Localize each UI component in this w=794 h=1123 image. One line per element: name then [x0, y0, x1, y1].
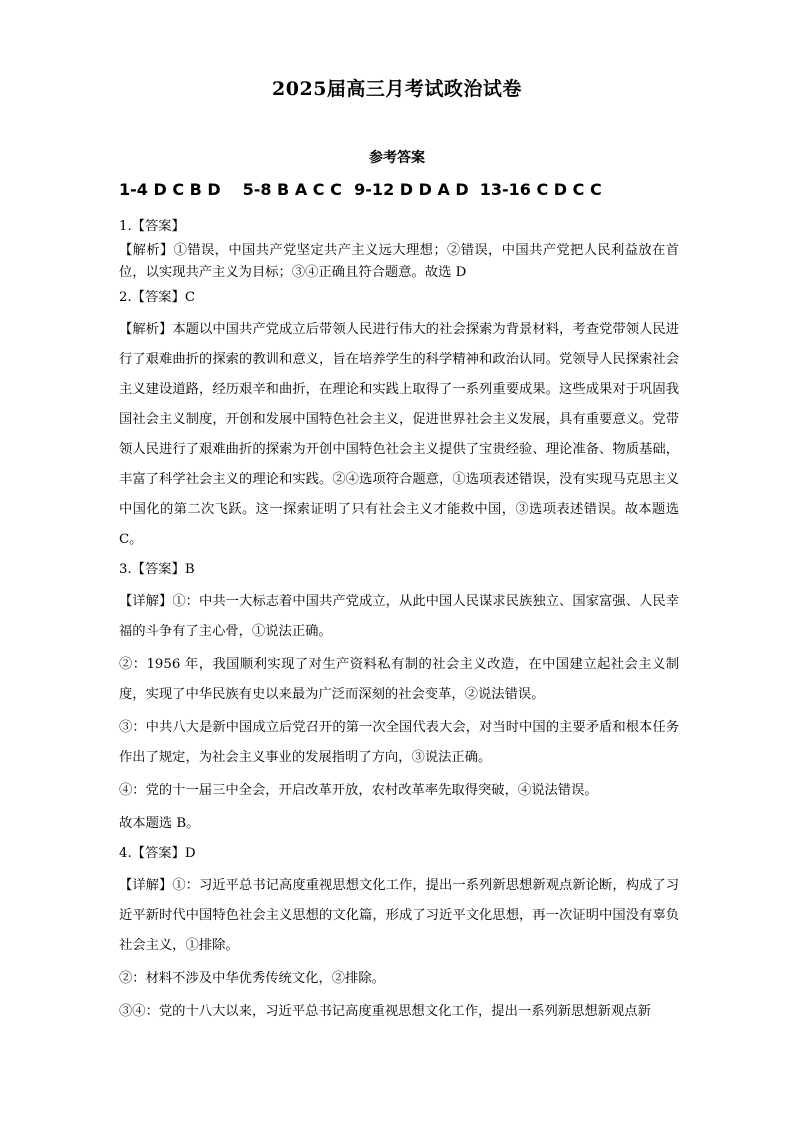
q1-answer: 1.【答案】: [119, 219, 185, 234]
answer-key-group-4: 13-16 C D C C: [479, 180, 602, 199]
q3-detail-3: ③：中共八大是新中国成立后党召开的第一次全国代表大会，对当时中国的主要矛盾和根本任务作出了规定，为社会主义事业的发展指明了方向，③说法正确。: [119, 720, 679, 765]
q3-detail-1: 【详解】①：中共一大标志着中国共产党成立，从此中国人民谋求民族独立、国家富强、人民幸福的斗争有了主心骨，①说法正确。: [119, 594, 679, 639]
answer-key-group-3: 9-12 D D A D: [354, 180, 469, 199]
q2-analysis: 【解析】本题以中国共产党成立后带领人民进行伟大的社会探索为背景材料，考查党带领人民进行了艰难曲折的探索的教训和意义，旨在培养学生的科学精神和政治认同。党领导人民探索社会主义建设道路，经历艰辛和曲折，在理论和实践上取得了一系列重要成果。这些成果对于巩固我国社会主义制度，开创和发展中国特色社会主义，促进世界社会主义发展，具有重要意义。党带领人民进行了艰难曲折的探索为开创中国特色社会主义提供了宝贵经验、理论准备、物质基础，丰富了科学社会主义的理论和实践。②④选项符合题意，①选项表述错误，没有实现马克思主义中国化的第二次飞跃。这一探索证明了只有社会主义才能救中国，③选项表述错误。故本题选 C。: [119, 322, 679, 547]
q4-detail-1: 【详解】①：习近平总书记高度重视思想文化工作，提出一系列新思想新观点新论断，构成了习近平新时代中国特色社会主义思想的文化篇，形成了习近平文化思想，再一次证明中国没有辜负社会主义，①排除。: [119, 878, 679, 953]
section-subtitle: 参考答案: [369, 150, 425, 166]
answer-key-row: [119, 180, 719, 199]
q2-answer: 2.【答案】C: [119, 290, 196, 305]
answer-explanations: [119, 216, 679, 1030]
q4-detail-2: ②：材料不涉及中华优秀传统文化，②排除。: [119, 971, 385, 986]
q3-answer: 3.【答案】B: [119, 562, 195, 577]
q4-answer: 4.【答案】D: [119, 846, 196, 861]
q4-detail-3: ③④：党的十八大以来，习近平总书记高度重视思想文化工作，提出一系列新思想新观点新: [119, 1004, 651, 1019]
q3-detail-2: ②：1956 年，我国顺利实现了对生产资料私有制的社会主义改造，在中国建立起社会主义制度，实现了中华民族有史以来最为广泛而深刻的社会变革，②说法错误。: [119, 657, 679, 702]
q1-analysis: 【解析】①错误，中国共产党坚定共产主义远大理想；②错误，中国共产党把人民利益放在首位，以实现共产主义为目标；③④正确且符合题意。故选 D: [119, 243, 679, 280]
q3-detail-4: ④：党的十一届三中全会，开启改革开放，农村改革率先取得突破，④说法错误。: [119, 783, 598, 798]
q3-conclusion: 故本题选 B。: [119, 816, 200, 831]
answer-key-group-2: 5-8 B A C C: [242, 180, 342, 199]
page-title: 2025届高三月考试政治试卷: [272, 78, 522, 100]
answer-key-group-1: 1-4 D C B D: [119, 180, 221, 199]
